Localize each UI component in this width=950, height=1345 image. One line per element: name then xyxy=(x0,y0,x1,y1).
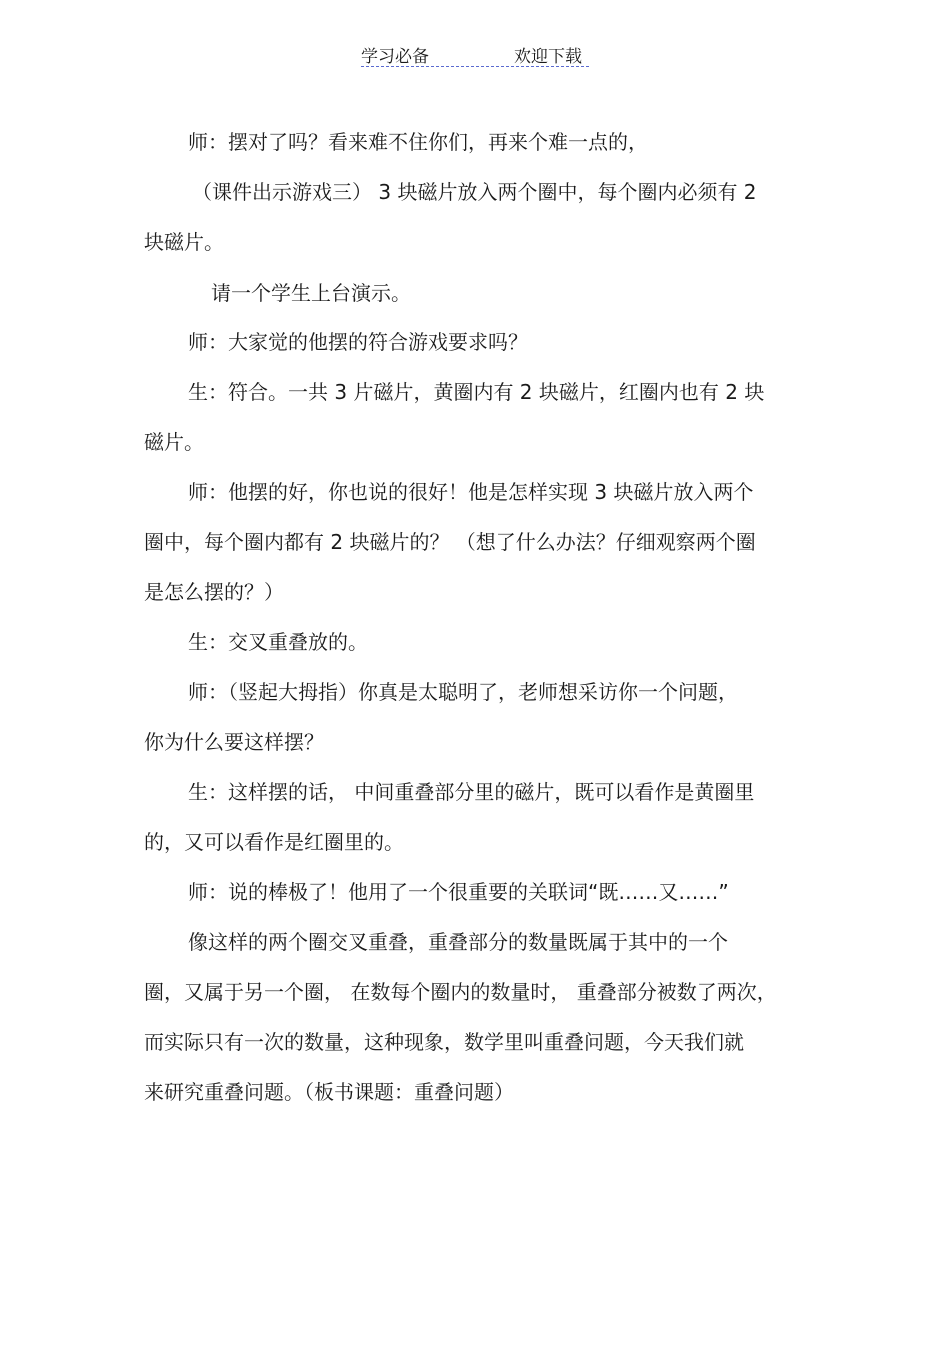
text-line: 师：（竖起大拇指）你真是太聪明了，老师想采访你一个问题， xyxy=(188,680,738,704)
text-line: 是怎么摆的？） xyxy=(144,580,284,604)
text-line: 圈中，每个圈内都有 2 块磁片的？ （想了什么办法？仔细观察两个圈 xyxy=(144,530,756,554)
text-line: 像这样的两个圈交叉重叠，重叠部分的数量既属于其中的一个 xyxy=(188,930,728,954)
text-line: 来研究重叠问题。（板书课题：重叠问题） xyxy=(144,1080,514,1104)
text-line: 而实际只有一次的数量，这种现象，数学里叫重叠问题，今天我们就 xyxy=(144,1030,744,1054)
text-line: 圈，又属于另一个圈， 在数每个圈内的数量时， 重叠部分被数了两次， xyxy=(144,980,777,1004)
text-line: 师：他摆的好，你也说的很好！他是怎样实现 3 块磁片放入两个 xyxy=(188,480,754,504)
page-header xyxy=(361,40,589,67)
text-line: 块磁片。 xyxy=(144,230,224,254)
header-left-text: 学习必备 xyxy=(361,47,429,67)
text-line: 生：这样摆的话， 中间重叠部分里的磁片，既可以看作是黄圈里 xyxy=(188,780,755,804)
text-line: 师：说的棒极了！他用了一个很重要的关联词“既……又……” xyxy=(188,880,729,904)
text-line: （课件出示游戏三） 3 块磁片放入两个圈中，每个圈内必须有 2 xyxy=(192,180,757,204)
header-right-text: 欢迎下载 xyxy=(514,47,582,67)
text-line: 磁片。 xyxy=(144,430,204,454)
text-line: 师：大家觉的他摆的符合游戏要求吗？ xyxy=(188,330,528,354)
text-line: 生：交叉重叠放的。 xyxy=(188,630,368,654)
text-line: 生：符合。一共 3 片磁片，黄圈内有 2 块磁片，红圈内也有 2 块 xyxy=(188,380,765,404)
text-line: 请一个学生上台演示。 xyxy=(211,281,411,305)
text-line: 师：摆对了吗？看来难不住你们，再来个难一点的， xyxy=(188,130,648,154)
text-line: 的，又可以看作是红圈里的。 xyxy=(144,830,404,854)
text-line: 你为什么要这样摆？ xyxy=(144,730,324,754)
